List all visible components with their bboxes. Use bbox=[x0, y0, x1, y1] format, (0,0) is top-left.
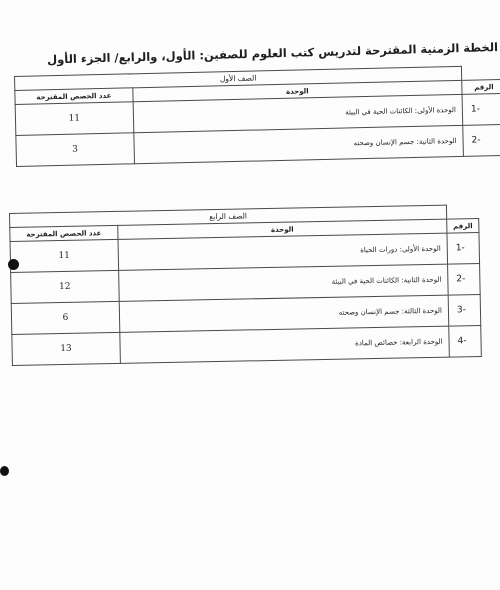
unit-cell: الوحدة الأولى: دورات الحياة bbox=[118, 233, 448, 270]
unit-cell: الوحدة الثالثة: جسم الإنسان وصحته bbox=[119, 295, 449, 332]
unit-cell: الوحدة الأولى: الكائنات الحية في البيئة bbox=[133, 94, 463, 132]
number-cell: 3- bbox=[448, 294, 481, 326]
unit-cell: الوحدة الثانية: الكائنات الحية في البيئة bbox=[118, 264, 448, 301]
document-title: الخطة الزمنية المقترحة لتدريس كتب العلوم للصفين: الأول، والرابع/ الجزء الأول bbox=[46, 40, 499, 67]
grade-1-table bbox=[14, 65, 500, 167]
unit-cell: الوحدة الرابعة: خصائص المادة bbox=[120, 326, 450, 363]
binder-hole-mark bbox=[8, 259, 19, 270]
sessions-column-header: عدد الحصص المقترحة bbox=[10, 225, 118, 241]
sessions-cell: 3 bbox=[16, 133, 134, 167]
number-cell: 1- bbox=[447, 232, 480, 264]
number-column-header: الرقم bbox=[462, 79, 500, 94]
unit-cell: الوحدة الثانية: جسم الإنسان وصحته bbox=[134, 125, 464, 163]
number-cell: 1- bbox=[462, 93, 500, 125]
sessions-cell: 13 bbox=[12, 332, 120, 365]
binder-hole-mark bbox=[0, 466, 9, 476]
sessions-cell: 6 bbox=[11, 301, 119, 334]
unit-column-header: الوحدة bbox=[118, 219, 447, 239]
unit-column-header: الوحدة bbox=[133, 80, 462, 101]
number-cell: 2- bbox=[448, 263, 481, 295]
sessions-cell: 12 bbox=[11, 270, 119, 303]
grade-1-heading: الصف الأول bbox=[15, 66, 462, 90]
number-cell: 4- bbox=[449, 325, 482, 357]
sessions-cell: 11 bbox=[10, 239, 118, 272]
grade-4-heading: الصف الرابع bbox=[10, 205, 447, 227]
sessions-cell: 11 bbox=[15, 102, 133, 136]
number-column-header: الرقم bbox=[447, 218, 479, 233]
number-cell: 2- bbox=[463, 124, 500, 156]
sessions-column-header: عدد الحصص المقترحة bbox=[15, 88, 133, 105]
grade-4-table bbox=[9, 204, 482, 366]
